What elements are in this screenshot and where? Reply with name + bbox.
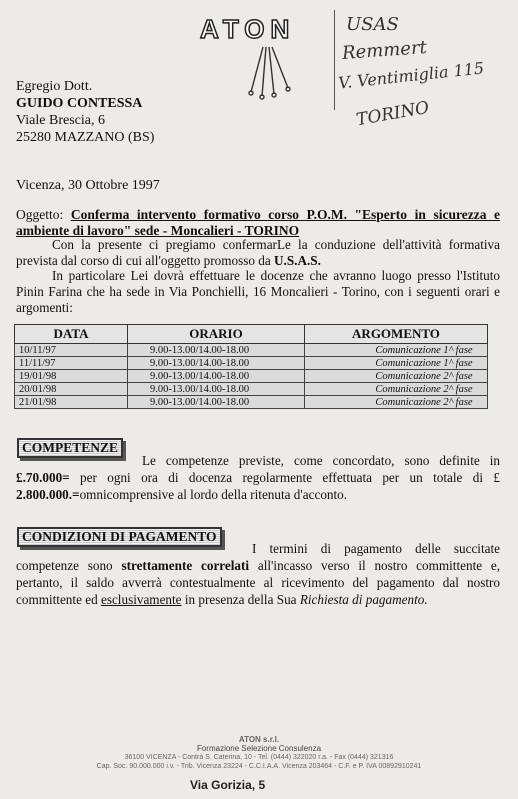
cell-time: 9.00-13.00/14.00-18.00 [128, 357, 305, 370]
recipient-name: GUIDO CONTESSA [16, 96, 143, 111]
pagamento-italic: Richiesta di pagamento. [299, 592, 428, 607]
schedule-table [14, 324, 488, 409]
recipient-address [16, 78, 154, 146]
competenze-amount-total: 2.800.000.= [16, 487, 80, 502]
cell-date: 19/01/98 [15, 370, 128, 383]
pagamento-underlined: esclusivamente [100, 592, 182, 607]
col-header-argomento: ARGOMENTO [305, 325, 488, 344]
pagamento-text-3: in presenza della Sua [184, 592, 297, 607]
cell-topic: Comunicazione 1^ fase [305, 357, 488, 370]
handwritten-note-4: TORINO [354, 97, 431, 131]
table-row [15, 396, 488, 409]
pagamento-title: CONDIZIONI DI PAGAMENTO [17, 527, 222, 547]
handwritten-note-2: Remmert [341, 37, 428, 64]
table-header-row [15, 325, 488, 344]
intro-paragraph-2: In particolare Lei dovrà effettuare le docenze che avranno luogo presso l'Istituto Pinin Farina che ha sede in Via Ponchielli, 16 Moncalieri - Torino, con i seguenti orari e argomenti: [16, 268, 500, 315]
divider-line [334, 10, 335, 110]
col-header-orario: ORARIO [128, 325, 305, 344]
handwritten-note-3: V. Ventimiglia 115 [337, 58, 485, 93]
cell-date: 11/11/97 [15, 357, 128, 370]
col-header-data: DATA [15, 325, 128, 344]
schedule-table-wrap [14, 324, 488, 409]
table-row [15, 344, 488, 357]
table-row [15, 357, 488, 370]
cell-time: 9.00-13.00/14.00-18.00 [128, 370, 305, 383]
footer-contacts: 36100 VICENZA - Contrà S. Caterina, 10 - Tel. (0444) 322020 r.a. - Fax (0444) 321316 [124, 754, 394, 761]
competenze-text-1: Le competenze previste, come concordato, sono definite in [142, 453, 500, 468]
cell-date: 20/01/98 [15, 383, 128, 396]
pagamento-paragraph [16, 540, 500, 608]
footer-company: ATON s.r.l. [238, 735, 280, 744]
competenze-text-2: per ogni ora di docenza regolarmente effettuata per un totale di £ [80, 470, 500, 485]
pagamento-strong: strettamente correlati [121, 558, 250, 573]
footer-legal: Cap. Soc. 90.000.000 i.v. - Trib. Vicenza 23224 - C.C.I.A.A. Vicenza 203464 - C.F. e P. IVA 00892910241 [96, 763, 422, 770]
competenze-title: COMPETENZE [17, 438, 123, 458]
pagamento-text-1: I termini di pagamento delle succitate competenze sono [16, 541, 500, 573]
date-line: Vicenza, 30 Ottobre 1997 [16, 178, 160, 193]
recipient-city: 25280 MAZZANO (BS) [16, 130, 155, 145]
salutation: Egregio Dott. [16, 79, 93, 94]
cell-time: 9.00-13.00/14.00-18.00 [128, 344, 305, 357]
intro-paragraph [16, 237, 500, 269]
logo-text: ATON [200, 14, 296, 44]
pagamento-text-2: all'incasso verso il nostro committente e, pertanto, il saldo avverrà contestualmente al ricevimento del pagamento dal nostro committente ed [16, 558, 501, 607]
cell-topic: Comunicazione 2^ fase [305, 396, 488, 409]
cell-time: 9.00-13.00/14.00-18.00 [128, 383, 305, 396]
cell-date: 10/11/97 [15, 344, 128, 357]
footer [0, 735, 518, 771]
recipient-street: Viale Brescia, 6 [16, 113, 105, 128]
competenze-paragraph [16, 452, 500, 503]
aton-logo [196, 12, 331, 102]
intro-line1: Con la presente ci pregiamo confermarLe la conduzione dell'attività formativa prevista dal corso di cui all'oggetto promosso da [16, 237, 500, 268]
cell-topic: Comunicazione 2^ fase [305, 370, 488, 383]
table-row [15, 370, 488, 383]
footer-handwritten-address: Via Gorizia, 5 [190, 778, 266, 792]
subject [16, 207, 500, 239]
handwritten-note-1: USAS [346, 14, 399, 35]
cell-date: 21/01/98 [15, 396, 128, 409]
table-row [15, 383, 488, 396]
competenze-amount-hourly: £.70.000= [16, 470, 70, 485]
subject-text: Conferma intervento formativo corso P.O.M. "Esperto in sicurezza e ambiente di lavoro" sede - Moncalieri - TORINO [16, 207, 501, 238]
intro-promoter: U.S.A.S. [274, 253, 321, 268]
competenze-text-3: omnicomprensive al lordo della ritenuta d'acconto. [79, 487, 348, 502]
cell-topic: Comunicazione 2^ fase [305, 383, 488, 396]
subject-label: Oggetto: [16, 207, 64, 222]
cell-time: 9.00-13.00/14.00-18.00 [128, 396, 305, 409]
footer-tagline: Formazione Selezione Consulenza [196, 744, 322, 753]
cell-topic: Comunicazione 1^ fase [305, 344, 488, 357]
